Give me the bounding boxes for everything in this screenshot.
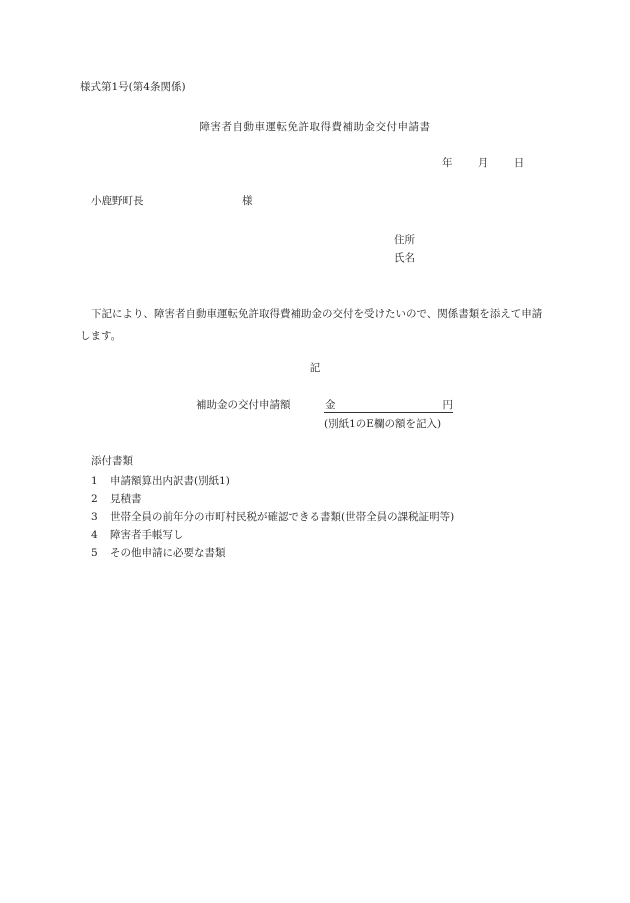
list-item — [91, 508, 454, 526]
list-item — [91, 472, 454, 490]
ki-heading: 記 — [309, 362, 321, 374]
address-label: 住所 — [394, 234, 415, 246]
list-item-text: 申請額算出内訳書(別紙1) — [110, 475, 230, 487]
applicant-block — [394, 231, 415, 267]
date-line — [442, 156, 524, 170]
amount-field — [324, 398, 453, 413]
date-day-label: 日 — [513, 157, 525, 169]
list-item-text: 世帯全員の前年分の市町村民税が確認できる書類(世帯全員の課税証明等) — [110, 511, 455, 523]
list-item-number: 4 — [91, 529, 98, 541]
amount-note: (別紙1のE欄の額を記入) — [324, 418, 442, 430]
list-item-text: 見積書 — [110, 493, 142, 505]
addressee-honorific: 様 — [242, 195, 253, 207]
list-item-number: 1 — [91, 475, 98, 487]
attachments-heading: 添付書類 — [91, 455, 133, 467]
list-item-text: その他申請に必要な書類 — [110, 547, 226, 559]
date-month-label: 月 — [477, 157, 489, 169]
list-item-number: 5 — [91, 547, 98, 559]
list-item-number: 3 — [91, 511, 98, 523]
addressee-name: 小鹿野町長 — [91, 195, 144, 207]
addressee — [91, 194, 253, 208]
body-text: 下記により、障害者自動車運転免許取得費補助金の交付を受けたいので、関係書類を添えて申請します。 — [80, 308, 543, 342]
list-item — [91, 544, 454, 562]
name-label: 氏名 — [394, 252, 415, 264]
document-title: 障害者自動車運転免許取得費補助金交付申請書 — [199, 121, 431, 133]
list-item — [91, 490, 454, 508]
form-number: 様式第1号(第4条関係) — [80, 81, 186, 93]
amount-prefix: 金 — [325, 399, 336, 411]
list-item-number: 2 — [91, 493, 98, 505]
date-year-label: 年 — [442, 157, 453, 169]
amount-suffix: 円 — [442, 399, 453, 411]
amount-label: 補助金の交付申請額 — [196, 399, 291, 411]
list-item-text: 障害者手帳写し — [110, 529, 184, 541]
list-item — [91, 526, 454, 544]
attachments-list — [91, 472, 454, 562]
